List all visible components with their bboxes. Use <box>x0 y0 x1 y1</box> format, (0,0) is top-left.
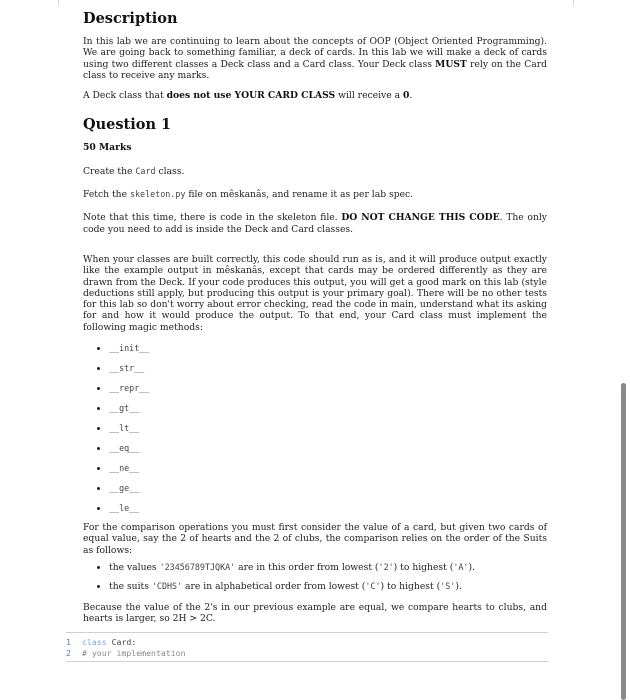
comparison-paragraph: For the comparison operations you must first consider the value of a card, but given two cards of equal value, say the 2 of hearts and the 2 of clubs, the comparison relies on the order of the Suits as follows: <box>83 522 547 556</box>
bullet-icon <box>97 487 100 490</box>
page-frame <box>58 0 574 6</box>
bullet-icon <box>97 367 100 370</box>
deck-warning-paragraph: A Deck class that does not use YOUR CARD CLASS will receive a 0. <box>83 90 413 102</box>
scrollbar[interactable] <box>621 383 626 700</box>
list-item: __gt__ <box>83 403 547 423</box>
description-heading: Description <box>83 10 178 27</box>
list-item: __lt__ <box>83 423 547 443</box>
list-item: __str__ <box>83 363 547 383</box>
list-item: __ge__ <box>83 483 547 503</box>
bullet-icon <box>97 387 100 390</box>
line-number: 1 <box>66 637 71 647</box>
content-area <box>83 10 547 625</box>
list-item: the suits 'CDHS' are in alphabetical order from lowest ('C') to highest ('S'). <box>83 581 547 600</box>
magic-methods-list <box>83 343 547 523</box>
code-line: 1 class Card: <box>66 637 137 647</box>
description-paragraph: In this lab we are continuing to learn about the concepts of OOP (Object Oriented Programming). We are going back to something familiar, a deck of cards. In this lab we will make a deck of cards using two different classes a Deck class and a Card class. Your Deck class MUST rely on the Card class to receive any marks. <box>83 36 547 81</box>
code-line: 2 # your implementation <box>66 648 186 658</box>
list-item: __init__ <box>83 343 547 363</box>
fetch-skeleton-instruction: Fetch the skeleton.py file on mêskanâs, and rename it as per lab spec. <box>83 189 414 201</box>
bullet-icon <box>97 507 100 510</box>
question-heading: Question 1 <box>83 116 172 134</box>
list-item: __repr__ <box>83 383 547 403</box>
bullet-icon <box>97 427 100 430</box>
bullet-icon <box>97 407 100 410</box>
bullet-icon <box>97 585 100 588</box>
bullet-icon <box>97 467 100 470</box>
ordering-rules-list <box>83 562 547 600</box>
comparison-example-paragraph: Because the value of the 2's in our previous example are equal, we compare hearts to clubs, and hearts is larger, so 2H > 2C. <box>83 601 547 625</box>
bullet-icon <box>97 447 100 450</box>
marks-label: 50 Marks <box>83 142 132 154</box>
list-item: __eq__ <box>83 443 547 463</box>
create-card-instruction: Create the Card class. <box>83 165 185 177</box>
list-item: __le__ <box>83 503 547 523</box>
bullet-icon <box>97 566 100 569</box>
list-item: the values '23456789TJQKA' are in this order from lowest ('2') to highest ('A'). <box>83 562 547 581</box>
bullet-icon <box>97 347 100 350</box>
list-item: __ne__ <box>83 463 547 483</box>
output-explanation-paragraph: When your classes are built correctly, this code should run as is, and it will produce output exactly like the example output in mêskanâs, except that cards may be ordered differently as they are drawn from the Deck. If your code produces this output, you will get a good mark on this lab (style deductions still apply, but producing this output is your primary goal). There will be no other tests for this lab so don't worry about error checking, read the code in main, understand what its asking for and how it would produce the output. To that end, your Card class must implement the following magic methods: <box>83 253 547 333</box>
note-paragraph: Note that this time, there is code in the skeleton file. DO NOT CHANGE THIS CODE. The only code you need to add is inside the Deck and Card classes. <box>83 212 547 235</box>
line-number: 2 <box>66 648 71 658</box>
code-editor[interactable] <box>66 632 548 662</box>
